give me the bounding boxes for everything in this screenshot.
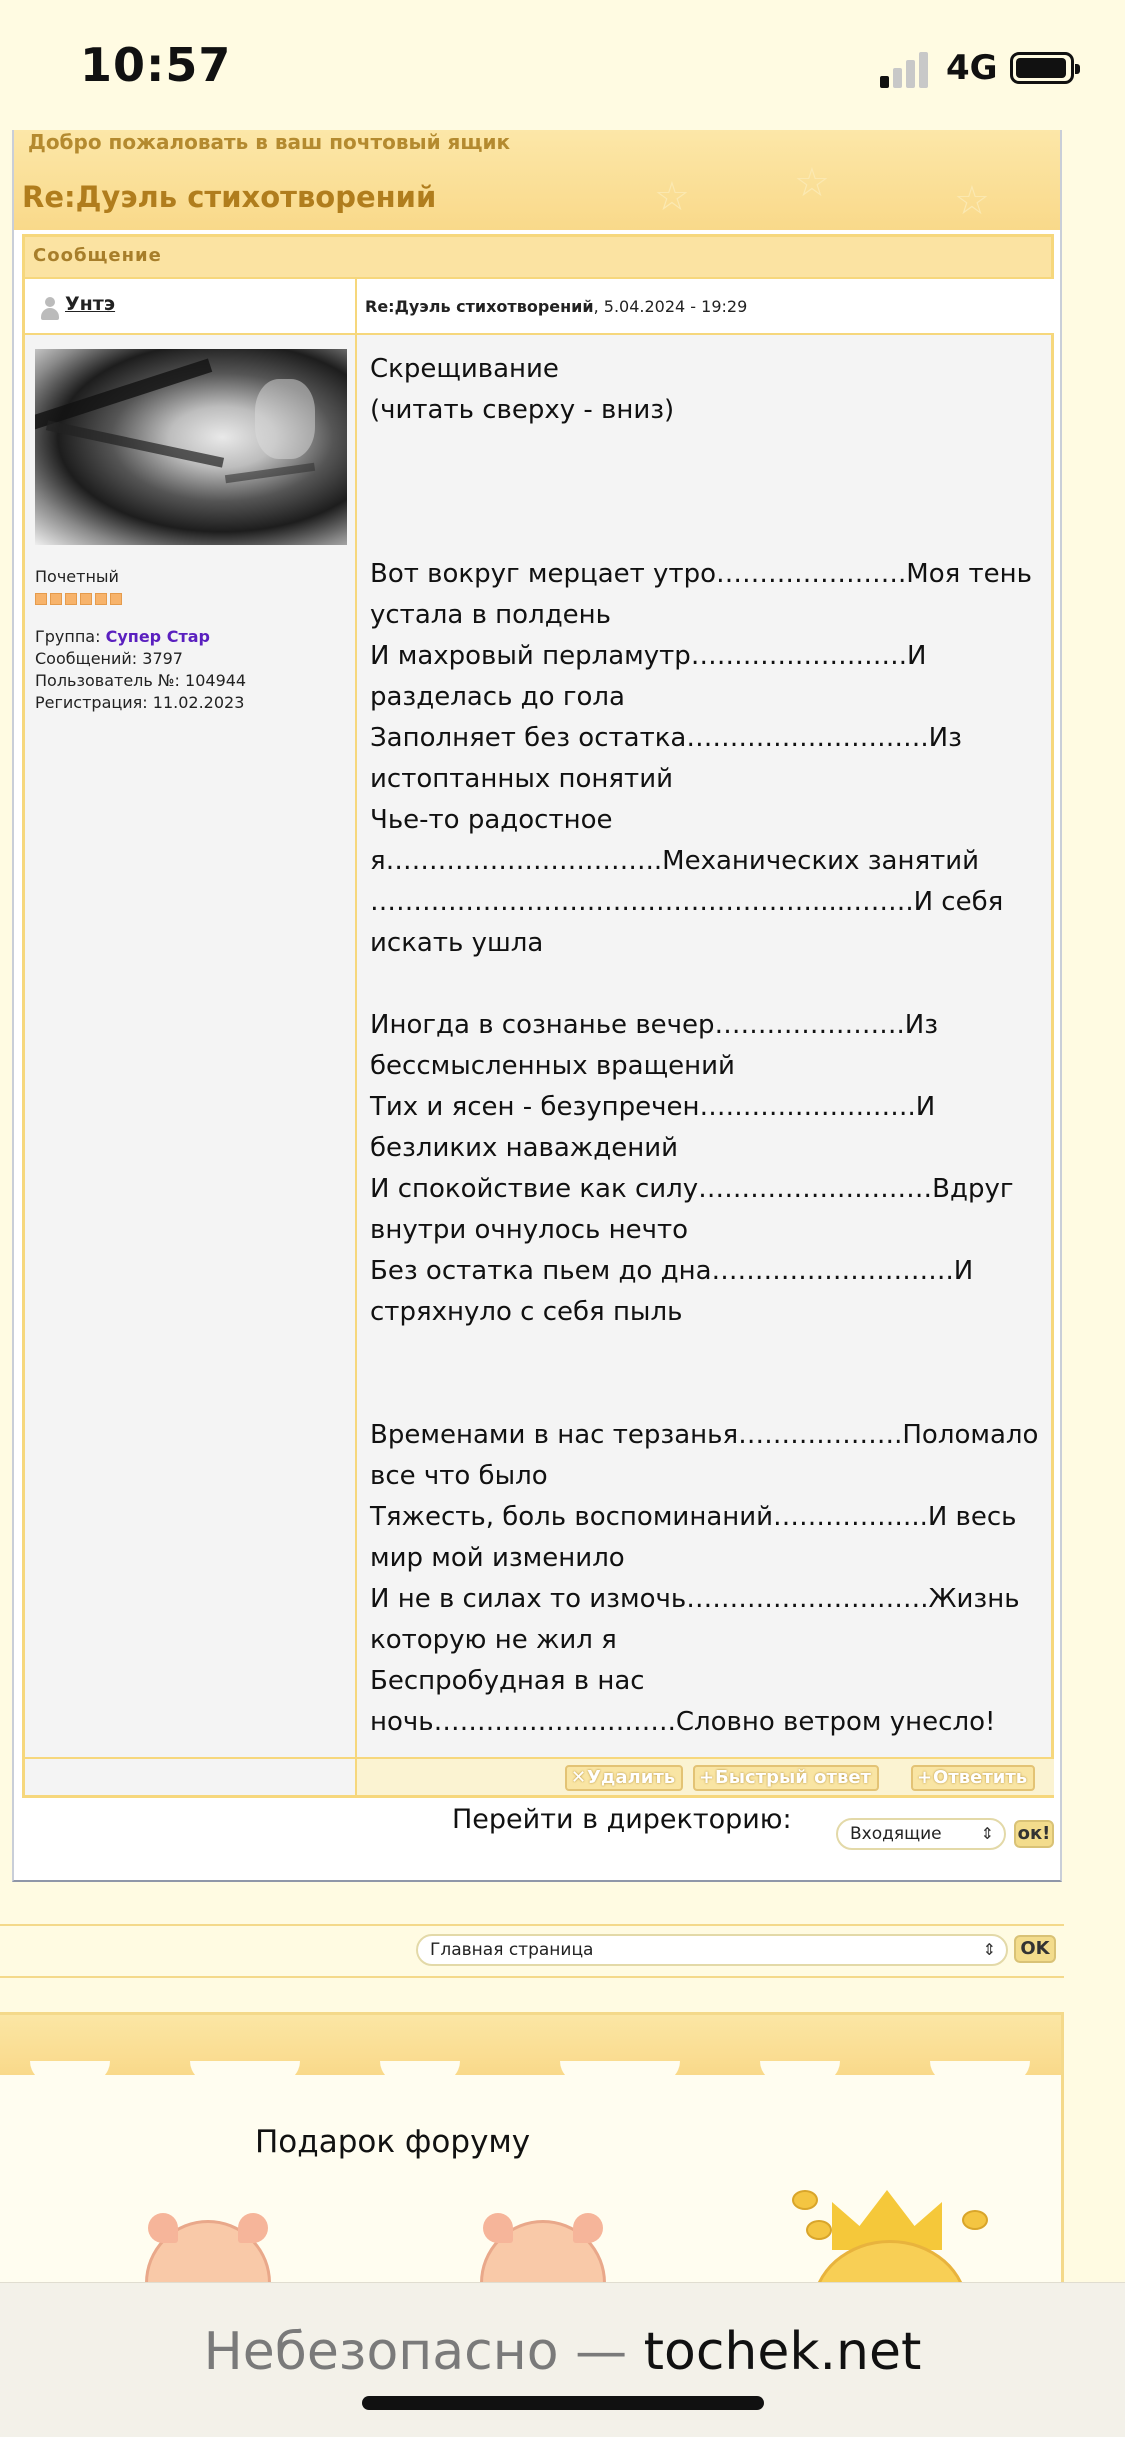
delete-icon: ✕ [571, 1767, 587, 1788]
chevron-updown-icon: ⇕ [982, 1940, 996, 1959]
message-panel [12, 130, 1062, 1882]
avatar [35, 349, 347, 545]
welcome-text: Добро пожаловать в ваш почтовый ящик [28, 130, 511, 154]
post-actions [357, 1759, 1054, 1795]
reply-label: Ответить [933, 1767, 1028, 1788]
network-type: 4G [946, 48, 998, 88]
rank-pips [35, 590, 125, 604]
insecure-label: Небезопасно — [203, 2322, 644, 2382]
rank-pip-icon [65, 593, 77, 605]
chevron-updown-icon: ⇕ [980, 1824, 994, 1843]
author-group [35, 627, 210, 646]
post-blank-line [370, 472, 1050, 513]
post-line: Вот вокруг мерцает утро………………….Моя тень устала в полдень [370, 559, 1032, 630]
directory-selected: Входящие [850, 1824, 942, 1844]
post-header [357, 279, 1054, 333]
author-group-link[interactable]: Супер Стар [105, 627, 210, 646]
post-line: (читать сверху - вниз) [370, 395, 675, 425]
post-line: И не в силах то измочь……………………….Жизнь которую не жил я [370, 1584, 1020, 1655]
quick-reply-button[interactable] [693, 1765, 879, 1791]
directory-ok-button[interactable]: ок! [1014, 1820, 1054, 1848]
post-blank-line [370, 1374, 1050, 1415]
post-line: …………………………………………….....…….И себя искать ушла [370, 887, 1004, 958]
post-line: Без остатка пьем до дна……………………….И стряхнуло с себя пыль [370, 1256, 974, 1327]
post-date: , 5.04.2024 - 19:29 [593, 297, 748, 316]
battery-icon [1010, 52, 1074, 84]
post-line: Заполняет без остатка……………………….Из истоптанных понятий [370, 723, 962, 794]
post-blank-line [370, 1333, 1050, 1374]
author-registered: Регистрация: 11.02.2023 [35, 693, 245, 712]
post-blank-line [370, 964, 1050, 1005]
post-line: И спокойствие как силу………………………Вдруг внутри очнулось нечто [370, 1174, 1014, 1245]
table-header-label: Сообщение [33, 245, 162, 266]
forum-jump-selected: Главная страница [430, 1940, 594, 1960]
author-name-link[interactable]: Унтэ [65, 293, 116, 315]
status-time: 10:57 [80, 38, 232, 92]
post-blank-line [370, 431, 1050, 472]
rank-pip-icon [50, 593, 62, 605]
forum-jump-select[interactable] [416, 1934, 1008, 1966]
post-blank-line [370, 513, 1050, 554]
quick-reply-label: Быстрый ответ [715, 1767, 871, 1788]
plus-icon: + [699, 1767, 715, 1788]
star-decoration-icon: ☆ [654, 174, 690, 220]
post-line: Скрещивание [370, 354, 559, 384]
directory-select[interactable] [836, 1818, 1006, 1850]
plus-icon: + [917, 1767, 933, 1788]
author-group-label: Группа: [35, 627, 106, 646]
user-icon [41, 297, 59, 321]
post-line: И махровый перламутр…………………….И разделась до гола [370, 641, 927, 712]
row-divider [25, 333, 1051, 335]
thread-title: Re:Дуэль стихотворений [22, 180, 437, 214]
author-cell [25, 279, 355, 333]
home-indicator[interactable] [362, 2396, 764, 2410]
delete-button[interactable] [565, 1765, 683, 1791]
table-header [25, 237, 1051, 279]
post-line: Беспробудная в нас ночь……………………….Словно ветром унесло! [370, 1666, 996, 1737]
post-line: Тих и ясен - безупречен…………………….И безликих наваждений [370, 1092, 936, 1163]
directory-label: Перейти в директорию: [452, 1804, 792, 1835]
forum-jump-ok-button[interactable]: OK [1014, 1935, 1056, 1963]
gift-panel-header [0, 2015, 1061, 2075]
rank-pip-icon [95, 593, 107, 605]
message-table [22, 234, 1054, 1798]
post-subject: Re:Дуэль стихотворений [365, 297, 594, 316]
post-line: Чье-то радостное я…………………………..Механических занятий [370, 805, 980, 876]
post-line: Иногда в сознанье вечер………………….Из бессмысленных вращений [370, 1010, 939, 1081]
post-body [370, 349, 1050, 1743]
delete-label: Удалить [587, 1767, 676, 1788]
post-line: Тяжесть, боль воспоминаний……………...И весь мир мой изменило [370, 1502, 1017, 1573]
author-rank: Почетный [35, 567, 119, 586]
author-user-number: Пользователь №: 104944 [35, 671, 247, 690]
status-bar [0, 0, 1125, 130]
gift-title: Подарок форуму [255, 2124, 531, 2160]
rank-pip-icon [110, 593, 122, 605]
post-line: Временами в нас терзанья……………….Поломало все что было [370, 1420, 1039, 1491]
star-decoration-icon: ☆ [954, 178, 990, 224]
star-decoration-icon: ☆ [794, 160, 830, 206]
reply-button[interactable] [911, 1765, 1035, 1791]
rank-pip-icon [35, 593, 47, 605]
rank-pip-icon [80, 593, 92, 605]
signal-icon [880, 52, 932, 88]
panel-header [14, 130, 1060, 230]
domain-label: tochek.net [643, 2322, 922, 2382]
author-posts: Сообщений: 3797 [35, 649, 183, 668]
address-bar[interactable] [0, 2322, 1125, 2382]
